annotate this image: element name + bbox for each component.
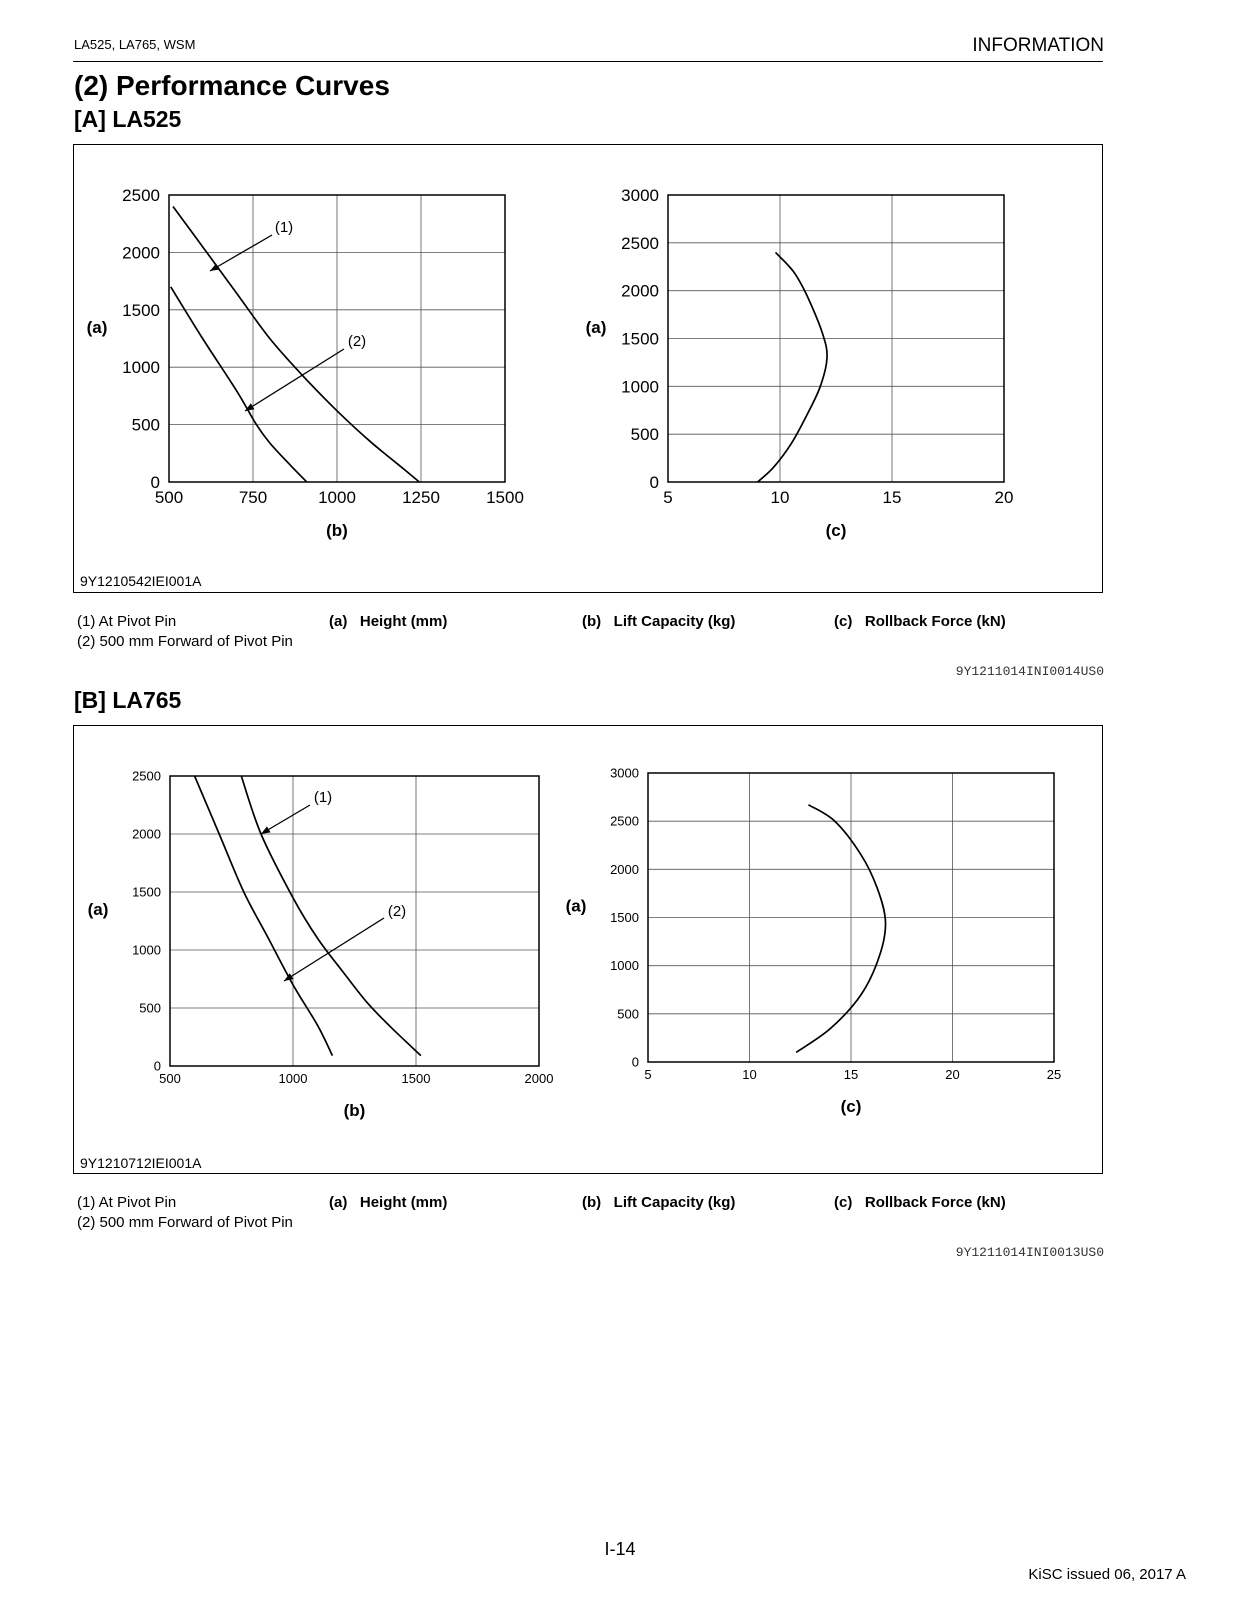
section-a-reference-code: 9Y1211014INI0014US0 [955, 664, 1104, 679]
y-tick-label: 2000 [610, 861, 639, 877]
legend-a-text: Height (mm) [359, 1194, 448, 1211]
legend-b-text: Lift Capacity (kg) [613, 613, 736, 630]
y-axis-label: (a) [565, 896, 587, 916]
y-tick-label: 3000 [621, 185, 659, 205]
y-tick-label: 1000 [621, 377, 659, 397]
x-tick-label: 25 [1046, 1067, 1062, 1082]
y-axis-label: (a) [86, 317, 108, 337]
y-tick-label: 2500 [621, 233, 659, 253]
x-tick-label: 20 [945, 1067, 960, 1082]
legend-c-key: (c) [834, 613, 853, 630]
y-tick-label: 1500 [122, 300, 160, 320]
section-b-legend-item-2: (2) 500 mm Forward of Pivot Pin [77, 1214, 293, 1231]
x-tick-label: 20 [994, 488, 1014, 507]
x-tick-label: 5 [644, 1067, 652, 1082]
y-tick-label: 2000 [132, 826, 161, 842]
y-tick-label: 2500 [132, 768, 161, 784]
callout-label: (2) [347, 333, 367, 350]
legend-c-key: (c) [834, 1194, 853, 1211]
section-a-figure-id: 9Y1210542IEI001A [80, 573, 202, 589]
x-tick-label: 2000 [524, 1071, 554, 1086]
callout-label: (1) [313, 789, 333, 806]
x-tick-label: 500 [154, 488, 184, 507]
section-b-legend-b [582, 1194, 735, 1211]
section-b-reference-code: 9Y1211014INI0013US0 [955, 1245, 1104, 1260]
legend-b-text: Lift Capacity (kg) [613, 1194, 736, 1211]
x-tick-label: 1500 [486, 488, 524, 507]
y-tick-label: 500 [630, 425, 659, 445]
y-tick-label: 1500 [621, 329, 659, 349]
x-tick-label: 750 [238, 488, 268, 507]
y-tick-label: 1000 [122, 358, 160, 378]
y-tick-label: 0 [631, 1054, 639, 1070]
y-axis-label: (a) [87, 900, 109, 920]
y-tick-label: 1500 [610, 910, 639, 926]
legend-b-key: (b) [582, 613, 602, 630]
y-tick-label: 1500 [132, 884, 161, 900]
x-tick-label: 10 [770, 488, 790, 507]
series-line-1 [796, 805, 885, 1053]
page-number: I-14 [604, 1539, 636, 1559]
y-tick-label: 1000 [132, 942, 161, 958]
y-tick-label: 1000 [610, 958, 639, 974]
callout-label: (1) [274, 219, 294, 236]
x-axis-label: (c) [825, 521, 847, 540]
y-tick-label: 0 [153, 1058, 161, 1074]
section-a-legend-item-1: (1) At Pivot Pin [77, 613, 177, 630]
x-tick-label: 15 [843, 1067, 859, 1082]
legend-a-key: (a) [329, 613, 348, 630]
x-axis-label: (c) [840, 1097, 862, 1116]
section-b-legend-c [834, 1194, 1006, 1211]
section-a-legend-item-2: (2) 500 mm Forward of Pivot Pin [77, 633, 293, 650]
y-tick-label: 500 [131, 415, 160, 435]
issue-note: KiSC issued 06, 2017 A [1028, 1566, 1186, 1583]
y-axis-label: (a) [585, 317, 607, 337]
legend-b-key: (b) [582, 1194, 602, 1211]
y-tick-label: 2500 [122, 185, 160, 205]
header-section-title: INFORMATION [972, 35, 1104, 56]
section-b-legend-item-1: (1) At Pivot Pin [77, 1194, 177, 1211]
y-tick-label: 0 [649, 472, 659, 492]
x-tick-label: 10 [742, 1067, 757, 1082]
section-b-figure-id: 9Y1210712IEI001A [80, 1155, 202, 1171]
header-doc-title: LA525, LA765, WSM [74, 37, 196, 52]
x-tick-label: 1000 [278, 1071, 308, 1086]
x-tick-label: 500 [159, 1071, 181, 1086]
page-title: (2) Performance Curves [74, 70, 390, 101]
x-tick-label: 1000 [318, 488, 356, 507]
legend-c-text: Rollback Force (kN) [864, 1194, 1006, 1211]
x-axis-label: (b) [326, 521, 348, 540]
y-tick-label: 2000 [621, 281, 659, 301]
x-tick-label: 1500 [401, 1071, 431, 1086]
section-b-legend-a [329, 1194, 447, 1211]
y-tick-label: 2000 [122, 243, 160, 263]
legend-a-text: Height (mm) [359, 613, 448, 630]
section-a-heading: [A] LA525 [74, 106, 182, 132]
y-tick-label: 500 [139, 1000, 161, 1016]
legend-a-key: (a) [329, 1194, 348, 1211]
x-tick-label: 15 [882, 488, 902, 507]
x-axis-label: (b) [343, 1101, 366, 1120]
callout-label: (2) [387, 903, 407, 920]
section-b-heading: [B] LA765 [74, 687, 182, 713]
legend-c-text: Rollback Force (kN) [864, 613, 1006, 630]
x-tick-label: 5 [663, 488, 673, 507]
y-tick-label: 3000 [610, 765, 639, 781]
y-tick-label: 500 [617, 1006, 639, 1022]
y-tick-label: 0 [150, 472, 160, 492]
x-tick-label: 1250 [402, 488, 440, 507]
y-tick-label: 2500 [610, 813, 639, 829]
